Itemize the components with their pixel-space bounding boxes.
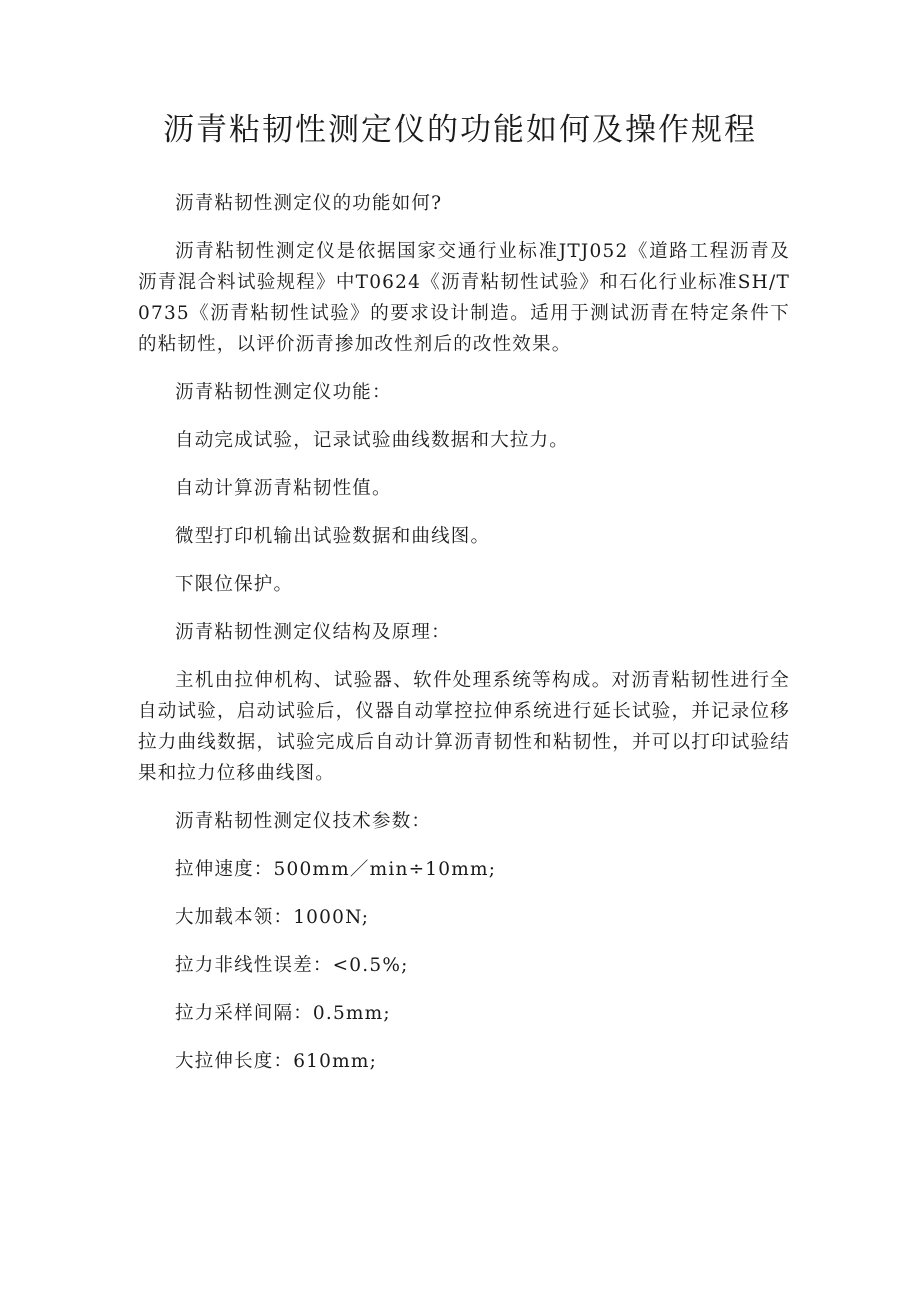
parameter-item: 拉伸速度：500mm／min÷10mm;	[175, 859, 497, 880]
function-item: 微型打印机输出试验数据和曲线图。	[175, 526, 491, 547]
document-body	[138, 188, 790, 1094]
document-title: 沥青粘韧性测定仪的功能如何及操作规程	[163, 112, 757, 148]
section-heading-functions: 沥青粘韧性测定仪功能：	[175, 382, 392, 403]
structure-paragraph: 主机由拉伸机构、试验器、软件处理系统等构成。对沥青粘韧性进行全自动试验，启动试验后，仪器自动掌控拉伸系统进行延长试验，并记录位移拉力曲线数据，试验完成后自动计算沥青韧性和粘韧性，并可以打印试验结果和拉力位移曲线图。	[138, 670, 790, 784]
section-heading-parameters: 沥青粘韧性测定仪技术参数：	[175, 811, 432, 832]
function-item: 下限位保护。	[175, 574, 294, 595]
parameter-item: 大拉伸长度：610mm;	[175, 1051, 378, 1072]
section-question: 沥青粘韧性测定仪的功能如何?	[175, 193, 443, 214]
function-item: 自动计算沥青粘韧性值。	[175, 478, 392, 499]
parameter-item: 拉力采样间隔：0.5mm;	[175, 1003, 391, 1024]
parameter-item: 大加载本领：1000N;	[175, 907, 370, 928]
intro-paragraph: 沥青粘韧性测定仪是依据国家交通行业标准JTJ052《道路工程沥青及沥青混合料试验规程》中T0624《沥青粘韧性试验》和石化行业标准SH/T0735《沥青粘韧性试验》的要求设计制造。适用于测试沥青在特定条件下的粘韧性，以评价沥青掺加改性剂后的改性效果。	[138, 241, 790, 355]
function-item: 自动完成试验，记录试验曲线数据和大拉力。	[175, 430, 570, 451]
parameter-item: 拉力非线性误差：<0.5%;	[175, 955, 409, 976]
section-heading-structure: 沥青粘韧性测定仪结构及原理：	[175, 622, 451, 643]
